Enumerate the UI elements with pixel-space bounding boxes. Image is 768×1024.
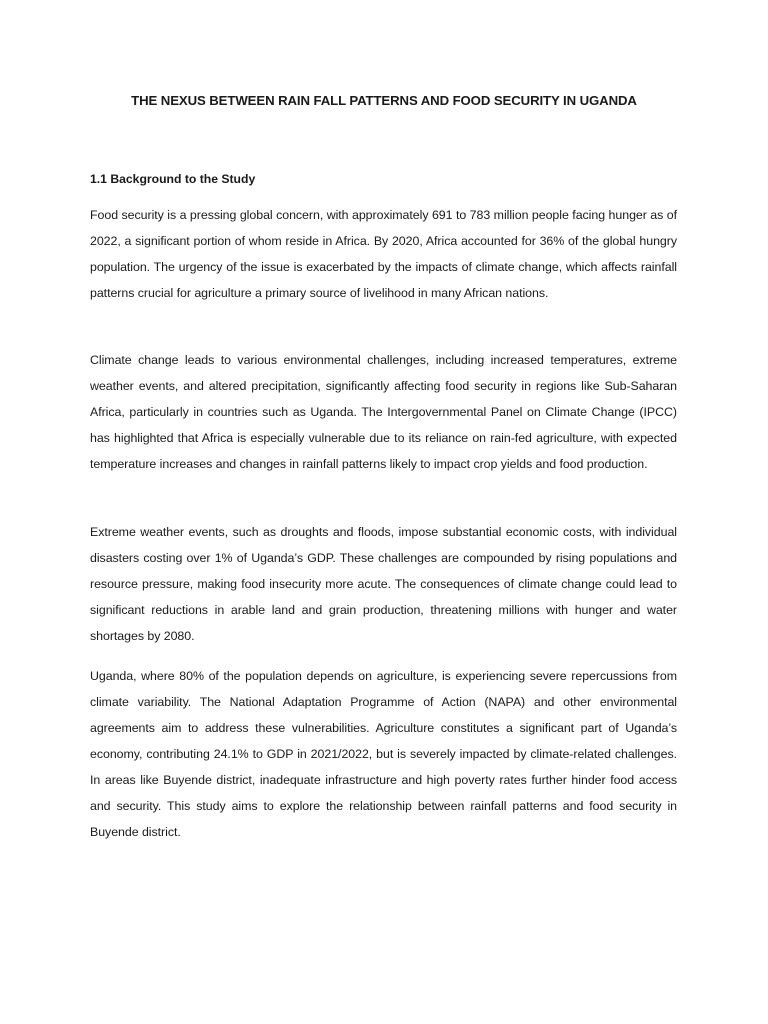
body-paragraph: Climate change leads to various environmental challenges, including increased temperatures, extreme weather events, and altered precipitation, significantly affecting food security in regions like Sub-Saharan Africa, particularly in countries such as Uganda. The Intergovernmental Panel on Climate Change (IPCC) has highlighted that Africa is especially vulnerable due to its reliance on rain-fed agriculture, with expected temperature increases and changes in rainfall patterns likely to impact crop yields and food production. [90,353,677,471]
body-paragraph: Uganda, where 80% of the population depends on agriculture, is experiencing severe repercussions from climate variability. The National Adaptation Programme of Action (NAPA) and other environmental agreements aim to address these vulnerabilities. Agriculture constitutes a significant part of Uganda’s economy, contributing 24.1% to GDP in 2021/2022, but is severely impacted by climate-related challenges. In areas like Buyende district, inadequate infrastructure and high poverty rates further hinder food access and security. This study aims to explore the relationship between rainfall patterns and food security in Buyende district. [90,669,677,839]
body-paragraph: Extreme weather events, such as droughts and floods, impose substantial economic costs, with individual disasters costing over 1% of Uganda’s GDP. These challenges are compounded by rising populations and resource pressure, making food insecurity more acute. The consequences of climate change could lead to significant reductions in arable land and grain production, threatening millions with hunger and water shortages by 2080. [90,525,677,643]
section-heading: 1.1 Background to the Study [90,172,256,186]
document-title: THE NEXUS BETWEEN RAIN FALL PATTERNS AND FOOD SECURITY IN UGANDA [131,93,637,108]
body-paragraph: Food security is a pressing global concern, with approximately 691 to 783 million people facing hunger as of 2022, a significant portion of whom reside in Africa. By 2020, Africa accounted for 36% of the global hungry population. The urgency of the issue is exacerbated by the impacts of climate change, which affects rainfall patterns crucial for agriculture a primary source of livelihood in many African nations. [90,208,677,300]
